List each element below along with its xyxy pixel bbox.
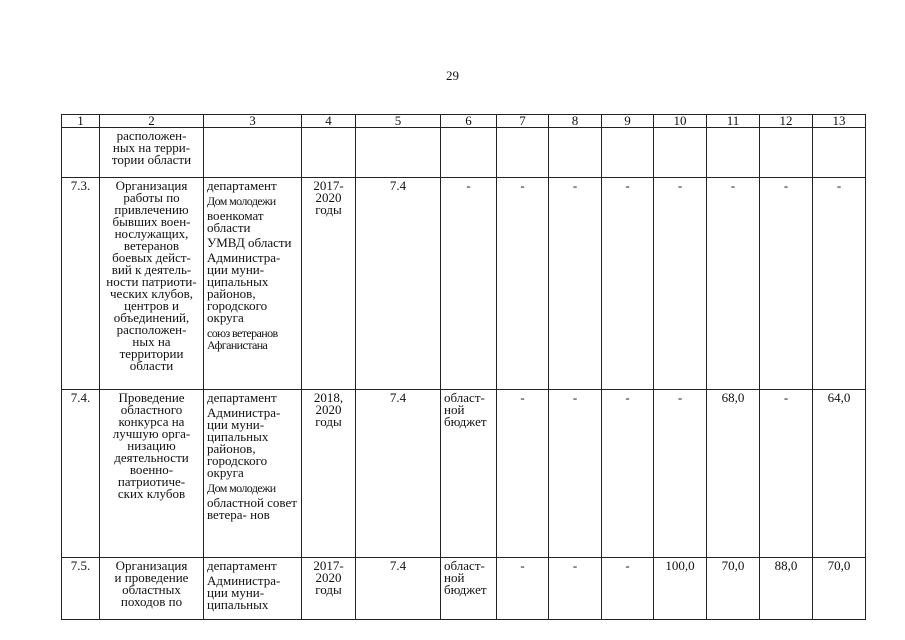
period-cell-line: 2020 bbox=[315, 570, 342, 585]
executor-entry: союз ветеранов Афганистана bbox=[207, 326, 278, 352]
period-cell bbox=[302, 390, 356, 558]
funding-source-cell-line: област- bbox=[444, 390, 485, 405]
activity-name-cell-line: ских клубов bbox=[117, 486, 186, 501]
column-number-cell: 10 bbox=[654, 115, 707, 128]
funding-value-cell: - bbox=[813, 178, 866, 390]
activity-name-cell-line: территории bbox=[119, 346, 184, 361]
activity-name-cell-line: расположен- bbox=[116, 128, 187, 143]
item-number-cell: 7.3. bbox=[62, 178, 100, 390]
executors-cell bbox=[204, 558, 302, 620]
funding-source-cell bbox=[441, 128, 497, 178]
period-cell-line: годы bbox=[315, 414, 342, 429]
column-number-cell: 5 bbox=[356, 115, 441, 128]
funding-value-cell: - bbox=[549, 178, 602, 390]
activity-name-cell-line: нослужащих, bbox=[114, 226, 189, 241]
funding-value-cell: - bbox=[549, 390, 602, 558]
page-number: 29 bbox=[446, 68, 459, 83]
funding-value-cell: - bbox=[549, 558, 602, 620]
executors-cell bbox=[204, 178, 302, 390]
period-cell-line: 2017- bbox=[313, 558, 344, 573]
funding-value-cell: - bbox=[654, 178, 707, 390]
funding-value-cell: 70,0 bbox=[707, 558, 760, 620]
table-row bbox=[62, 390, 866, 558]
activity-name-cell bbox=[100, 128, 204, 178]
period-cell-line: 2017- bbox=[313, 178, 344, 193]
activity-name-cell-line: привлечению bbox=[114, 202, 189, 217]
activity-name-cell-line: низацию bbox=[127, 438, 176, 453]
period-cell bbox=[302, 178, 356, 390]
program-activities-table bbox=[61, 114, 866, 620]
activity-name-cell-line: Организация bbox=[115, 558, 188, 573]
item-number-cell: 7.5. bbox=[62, 558, 100, 620]
activity-name-cell bbox=[100, 178, 204, 390]
executor-entry: Дом молодежи bbox=[207, 194, 276, 208]
column-number-cell: 8 bbox=[549, 115, 602, 128]
funding-source-cell-line: ной bbox=[444, 402, 465, 417]
activity-name-cell-line: походов по bbox=[120, 594, 183, 609]
activity-name-cell-line: Проведение bbox=[118, 390, 185, 405]
table-row bbox=[62, 558, 866, 620]
column-number-cell: 9 bbox=[602, 115, 654, 128]
activity-name-cell-line: объединений, bbox=[113, 310, 190, 325]
activity-name-cell-line: области bbox=[129, 358, 174, 373]
funding-source-cell bbox=[441, 390, 497, 558]
activity-name-cell-line: областного bbox=[120, 402, 183, 417]
activity-name-cell bbox=[100, 558, 204, 620]
funding-source-cell bbox=[441, 558, 497, 620]
executor-entry: Дом молодежи bbox=[207, 481, 276, 495]
column-number-row bbox=[62, 115, 866, 128]
executor-entry: военкомат области bbox=[207, 208, 264, 235]
activity-name-cell-line: боевых дейст- bbox=[112, 250, 191, 265]
funding-value-cell bbox=[760, 128, 813, 178]
funding-value-cell: 70,0 bbox=[813, 558, 866, 620]
activity-name-cell-line: конкурса на bbox=[118, 414, 185, 429]
period-cell-line: годы bbox=[315, 202, 342, 217]
activity-name-cell-line: центров и bbox=[124, 298, 179, 313]
executors-cell bbox=[204, 390, 302, 558]
table-row bbox=[62, 128, 866, 178]
funding-value-cell: - bbox=[707, 178, 760, 390]
executor-entry: департамент bbox=[207, 178, 277, 193]
executor-entry: областной совет ветера- нов bbox=[207, 495, 297, 522]
activity-name-cell-line: Организация bbox=[115, 178, 188, 193]
executors-cell bbox=[204, 128, 302, 178]
funding-value-cell: - bbox=[760, 178, 813, 390]
executor-entry: департамент bbox=[207, 390, 277, 405]
column-number-cell: 11 bbox=[707, 115, 760, 128]
executor-entry: Администра- ции муни- ципальных районов, городского округа bbox=[207, 250, 281, 325]
activity-name-cell-line: тории области bbox=[111, 152, 192, 167]
activity-name-cell-line: областных bbox=[122, 582, 181, 597]
period-cell bbox=[302, 558, 356, 620]
activity-name-cell bbox=[100, 390, 204, 558]
activity-name-cell-line: деятельности bbox=[114, 450, 189, 465]
funding-value-cell bbox=[654, 128, 707, 178]
activity-name-cell-line: лучшую орга- bbox=[112, 426, 191, 441]
funding-value-cell bbox=[813, 128, 866, 178]
indicator-cell bbox=[356, 128, 441, 178]
activity-name-cell-line: патриотиче- bbox=[117, 474, 186, 489]
funding-value-cell: - bbox=[497, 390, 549, 558]
funding-value-cell: 64,0 bbox=[813, 390, 866, 558]
activity-name-cell-line: ветеранов bbox=[123, 238, 180, 253]
funding-source-cell-line: бюджет bbox=[444, 414, 487, 429]
funding-value-cell: - bbox=[654, 390, 707, 558]
table-row bbox=[62, 178, 866, 390]
funding-source-cell bbox=[441, 178, 497, 390]
period-cell-line: 2018, bbox=[313, 390, 344, 405]
funding-value-cell bbox=[549, 128, 602, 178]
column-number-cell: 2 bbox=[100, 115, 204, 128]
indicator-cell: 7.4 bbox=[356, 558, 441, 620]
funding-value-cell: - bbox=[497, 178, 549, 390]
executor-entry: УМВД области bbox=[207, 235, 292, 250]
funding-source-cell-line: бюджет bbox=[444, 582, 487, 597]
funding-source-cell-line: ной bbox=[444, 570, 465, 585]
column-number-cell: 3 bbox=[204, 115, 302, 128]
activity-name-cell-line: ных на bbox=[132, 334, 171, 349]
funding-value-cell: - bbox=[760, 390, 813, 558]
funding-value-cell bbox=[602, 128, 654, 178]
period-cell-line: 2020 bbox=[315, 190, 342, 205]
activity-name-cell-line: расположен- bbox=[116, 322, 187, 337]
activity-name-cell-line: ности патриоти- bbox=[106, 274, 197, 289]
activity-name-cell-line: ных на терри- bbox=[112, 140, 191, 155]
column-number-cell: 12 bbox=[760, 115, 813, 128]
funding-value-cell: 68,0 bbox=[707, 390, 760, 558]
indicator-cell: 7.4 bbox=[356, 178, 441, 390]
column-number-cell: 6 bbox=[441, 115, 497, 128]
executor-entry: Администра- ции муни- ципальных bbox=[207, 573, 281, 612]
funding-value-cell: - bbox=[602, 558, 654, 620]
funding-value-cell bbox=[497, 128, 549, 178]
column-number-cell: 7 bbox=[497, 115, 549, 128]
item-number-cell bbox=[62, 128, 100, 178]
indicator-cell: 7.4 bbox=[356, 390, 441, 558]
funding-value-cell bbox=[707, 128, 760, 178]
activity-name-cell-line: ческих клубов, bbox=[109, 286, 194, 301]
funding-source-cell-line: - bbox=[466, 178, 471, 193]
funding-source-cell-line: област- bbox=[444, 558, 485, 573]
column-number-cell: 1 bbox=[62, 115, 100, 128]
activity-name-cell-line: вий к деятель- bbox=[111, 262, 192, 277]
executor-entry: департамент bbox=[207, 558, 277, 573]
period-cell-line: годы bbox=[315, 582, 342, 597]
funding-value-cell: - bbox=[497, 558, 549, 620]
column-number-cell: 4 bbox=[302, 115, 356, 128]
activity-name-cell-line: и проведение bbox=[114, 570, 189, 585]
period-cell bbox=[302, 128, 356, 178]
funding-value-cell: 100,0 bbox=[654, 558, 707, 620]
period-cell-line: 2020 bbox=[315, 402, 342, 417]
activity-name-cell-line: работы по bbox=[123, 190, 180, 205]
funding-value-cell: - bbox=[602, 390, 654, 558]
item-number-cell: 7.4. bbox=[62, 390, 100, 558]
funding-value-cell: 88,0 bbox=[760, 558, 813, 620]
executor-entry: Администра- ции муни- ципальных районов, городского округа bbox=[207, 405, 281, 480]
activity-name-cell-line: бывших воен- bbox=[112, 214, 191, 229]
column-number-cell: 13 bbox=[813, 115, 866, 128]
funding-value-cell: - bbox=[602, 178, 654, 390]
activity-name-cell-line: военно- bbox=[129, 462, 174, 477]
